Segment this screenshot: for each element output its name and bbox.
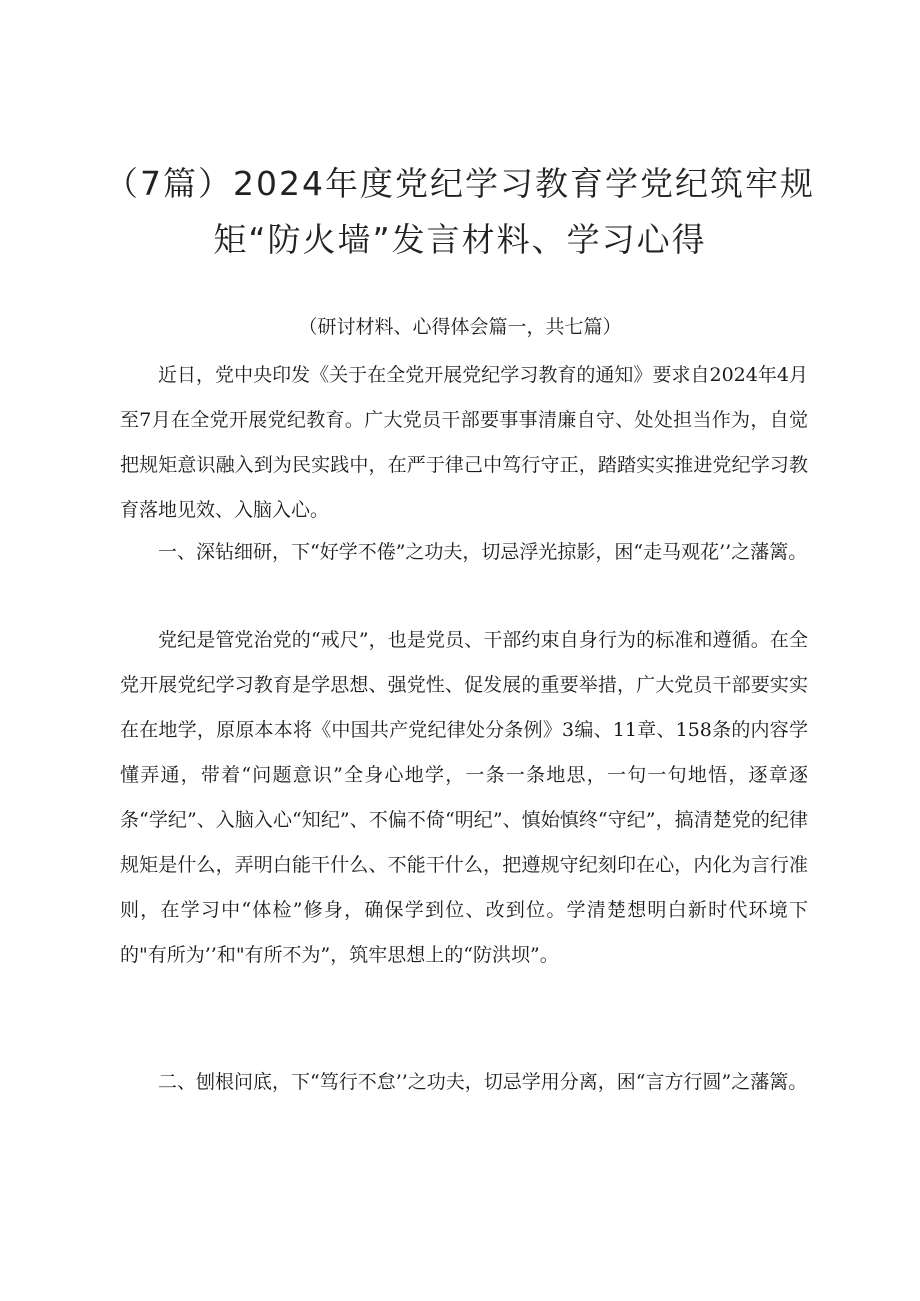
document-subtitle: （研讨材料、心得体会篇一，共七篇）: [298, 316, 622, 338]
section-heading-2: 二、刨根问底，下“笃行不怠’’之功夫，切忌学用分离，困“言方行圆”之藩篱。: [158, 1071, 808, 1093]
section-heading-1: 一、深钻细研，下“好学不倦”之功夫，切忌浮光掠影，困“走马观花’’之藩篱。: [158, 541, 808, 563]
document-title-line-1: （7篇）2024年度党纪学习教育学党纪筑牢规: [105, 164, 815, 203]
document-title-line-2: 矩“防火墙”发言材料、学习心得: [213, 220, 707, 259]
paragraph-section-1-body: 党纪是管党治党的“戒尺”，也是党员、干部约束自身行为的标准和遵循。在全党开展党纪学习教育是学思想、强党性、促发展的重要举措，广大党员干部要实实在在地学，原原本本将《中国共产党纪律处分条例》3编、11章、158条的内容学懂弄通，带着“问题意识”全身心地学，一条一条地思，一句一句地悟，逐章逐条“学纪”、入脑入心“知纪”、不偏不倚“明纪”、慎始慎终“守纪”，搞清楚党的纪律规矩是什么，弄明白能干什么、不能干什么，把遵规守纪刻印在心，内化为言行准则，在学习中“体检”修身，确保学到位、改到位。学清楚想明白新时代环境下的"有所为’’和"有所不为”，筑牢思想上的“防洪坝”。: [120, 629, 808, 966]
paragraph-intro: 近日，党中央印发《关于在全党开展党纪学习教育的通知》要求自2024年4月至7月在全党开展党纪教育。广大党员干部要事事清廉自守、处处担当作为，自觉把规矩意识融入到为民实践中，在严于律己中笃行守正，踏踏实实推进党纪学习教育落地见效、入脑入心。: [120, 364, 808, 521]
